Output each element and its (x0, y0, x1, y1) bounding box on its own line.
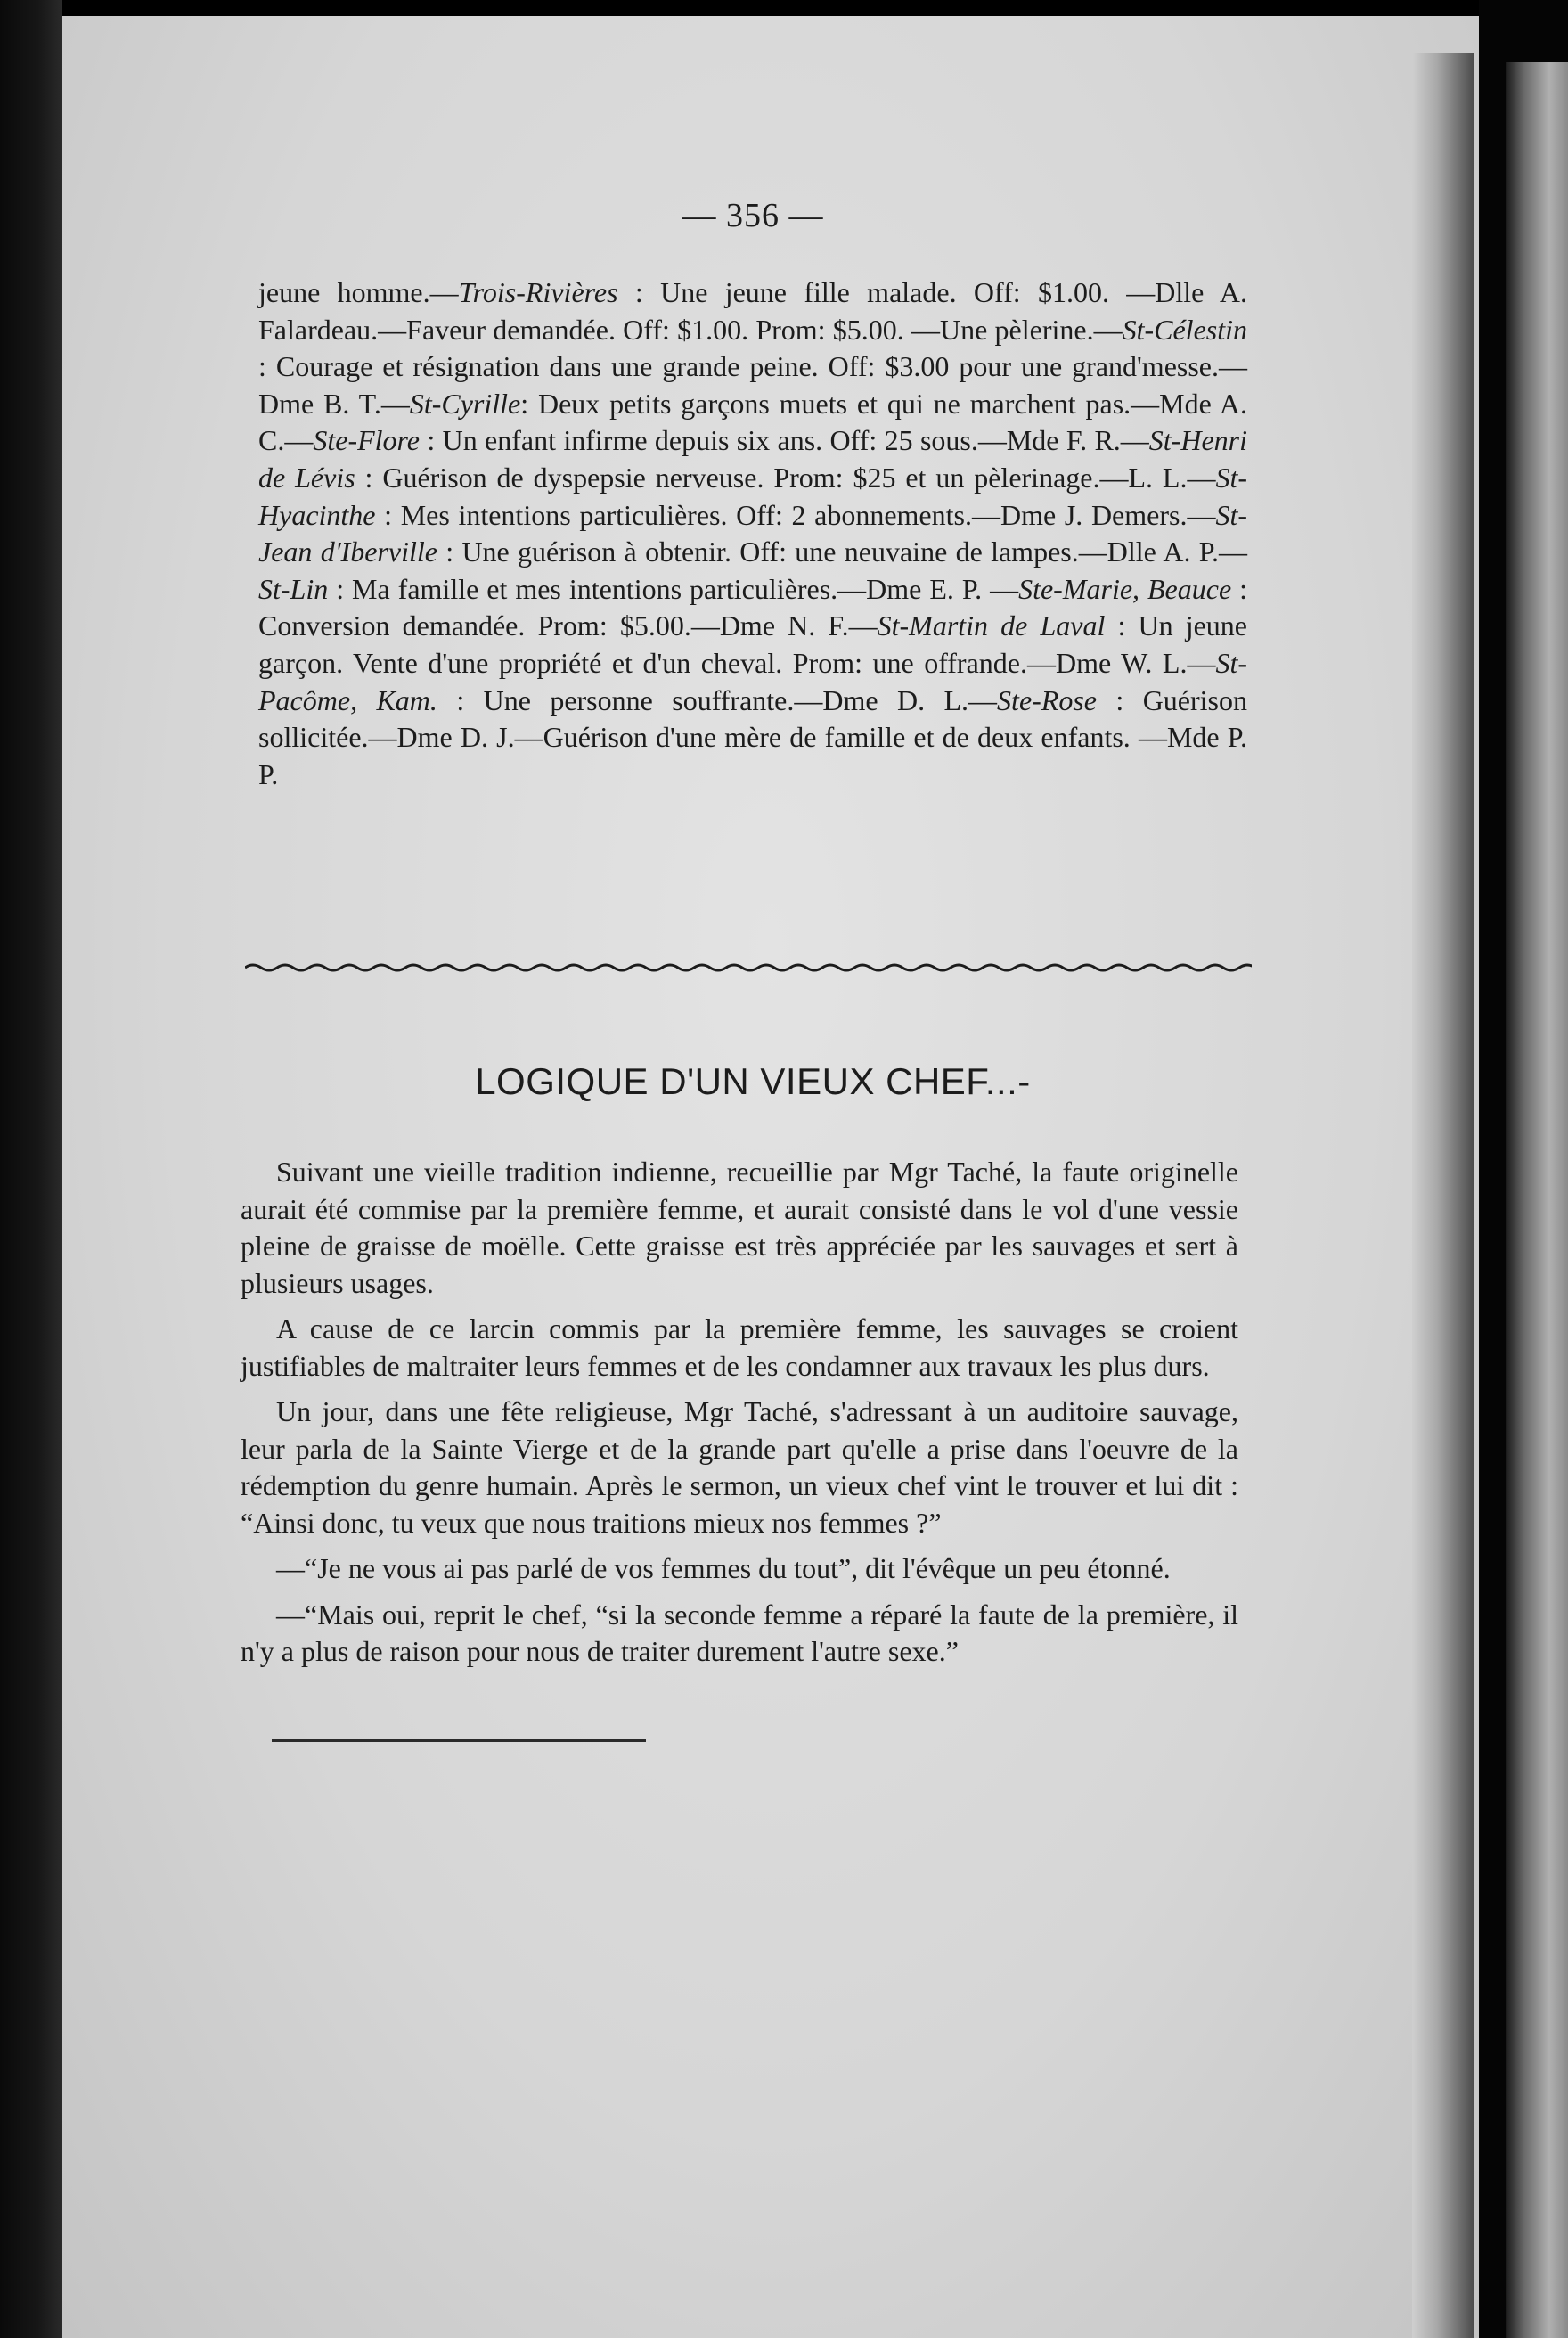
end-rule (272, 1739, 646, 1742)
article-paragraph: A cause de ce larcin commis par la première femme, les sauvages se croient justifiables de maltraiter leurs femmes et de les condamner aux travaux les plus durs. (241, 1312, 1238, 1382)
next-page-edge (1506, 62, 1568, 2338)
page-number: — 356 — (682, 197, 824, 234)
place-name: St-Jean d'Iberville (258, 498, 1247, 568)
article-title: LOGIQUE D'UN VIEUX CHEF...- (475, 1060, 1031, 1102)
place-name: St-Hyacinthe (258, 461, 1248, 531)
intentions-list (258, 274, 1247, 793)
place-name: St-Célestin (1122, 313, 1247, 346)
page-edge-shadow (1412, 53, 1474, 2338)
place-name: St-Lin (258, 572, 329, 605)
wavy-divider (245, 958, 1252, 977)
article-paragraph: —“Mais oui, reprit le chef, “si la seconde femme a réparé la faute de la première, il n'y a plus de raison pour nous de traiter durement l'autre sexe.” (241, 1598, 1238, 1667)
intention-text: jeune homme.— (258, 276, 459, 308)
intention-text: : Un enfant infirme depuis six ans. Off: 25 sous.—Mde F. R.— (420, 424, 1149, 457)
intention-text: : Une personne souffrante.—Dme D. L.— (437, 683, 998, 716)
intention-text: : Une jeune fille malade. Off: $1.00. —Dlle A. Falardeau.—Faveur demandée. Off: $1.00. Prom: $5.00. —Une pèlerine.— (258, 276, 1248, 346)
article-paragraph: Suivant une vieille tradition indienne, recueillie par Mgr Taché, la faute originelle aurait été commise par la première femme, et aurait consisté dans le vol d'une vessie pleine de graisse de moëlle. Cette graisse est très appréciée par les sauvages et sert à plusieurs usages. (241, 1156, 1238, 1299)
intention-text: : Guérison de dyspepsie nerveuse. Prom: $25 et un pèlerinage.—L. L.— (355, 461, 1216, 494)
place-name: Ste-Marie, Beauce (1018, 572, 1232, 605)
place-name: Ste-Flore (313, 424, 420, 457)
article-paragraph: Un jour, dans une fête religieuse, Mgr Taché, s'adressant à un auditoire sauvage, leur parla de la Sainte Vierge et de la grande part qu'elle a prise dans l'oeuvre de la rédemption du genre humain. Après le sermon, un vieux chef vint le trouver et lui dit : “Ainsi donc, tu veux que nous traitions mieux nos femmes ?” (241, 1395, 1238, 1539)
intention-text: : Conversion demandée. Prom: $5.00.—Dme N. F.— (258, 572, 1248, 642)
book-spine-left (0, 0, 62, 2338)
intention-text: : Guérison sollicitée.—Dme D. J.—Guérison d'une mère de famille et de deux enfants. —Mde P. P. (258, 683, 1248, 790)
place-name: Trois-Rivières (458, 276, 618, 308)
intention-text: : Mes intentions particulières. Off: 2 abonnements.—Dme J. Demers.— (375, 498, 1216, 531)
intention-text: : Deux petits garçons muets et qui ne marchent pas.—Mde A. C.— (258, 387, 1248, 457)
intention-text: : Ma famille et mes intentions particulières.—Dme E. P. — (328, 572, 1019, 605)
article-body (241, 1154, 1238, 1680)
place-name: Ste-Rose (997, 683, 1097, 716)
place-name: St-Pacôme, Kam. (258, 646, 1247, 716)
intention-text: : Un jeune garçon. Vente d'une propriété et d'un cheval. Prom: une offrande.—Dme W. L.— (258, 609, 1248, 679)
article-paragraph: —“Je ne vous ai pas parlé de vos femmes du tout”, dit l'évêque un peu étonné. (276, 1552, 1171, 1584)
place-name: St-Cyrille (409, 387, 521, 420)
place-name: St-Henri de Lévis (258, 424, 1247, 494)
intention-text: : Une guérison à obtenir. Off: une neuvaine de lampes.—Dlle A. P.— (437, 535, 1248, 568)
place-name: St-Martin de Laval (877, 609, 1106, 642)
intention-text: : Courage et résignation dans une grande peine. Off: $3.00 pour une grand'messe.—Dme B. T.— (258, 350, 1247, 420)
